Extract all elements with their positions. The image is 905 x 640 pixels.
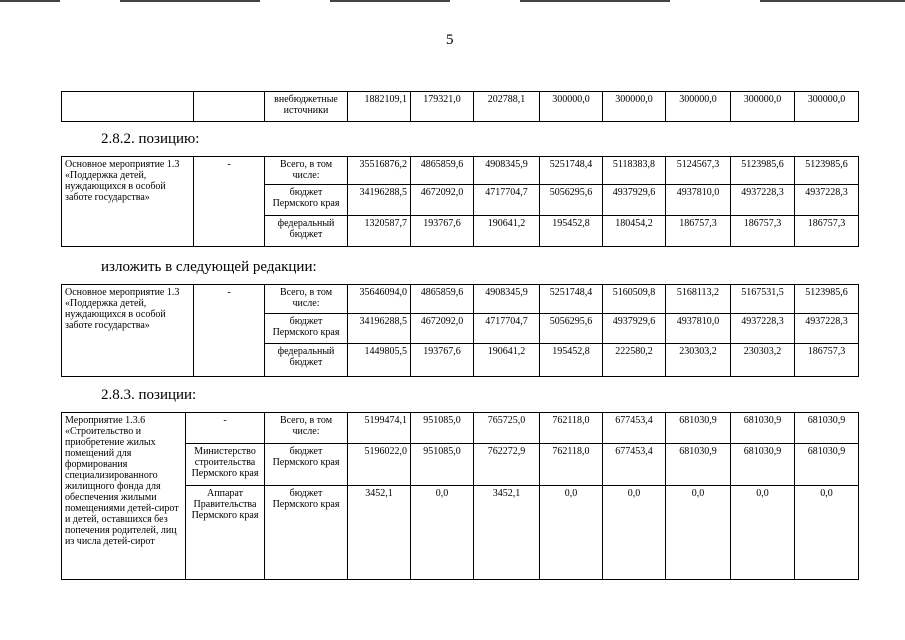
- table-old-version: [61, 156, 859, 247]
- value-cell: 190641,2: [474, 344, 540, 377]
- heading-2-8-3: 2.8.3. позиции:: [101, 387, 197, 403]
- value-cell: 195452,8: [540, 344, 603, 377]
- value-cell: 3452,1: [474, 486, 540, 580]
- value-cell: 4937228,3: [795, 185, 859, 216]
- value-cell: 193767,6: [411, 344, 474, 377]
- source-cell: внебюджетные источники: [265, 92, 348, 122]
- source-cell: бюджет Пермского края: [265, 185, 348, 216]
- value-cell: 5123985,6: [795, 285, 859, 314]
- value-cell: 300000,0: [603, 92, 666, 122]
- value-cell: 5056295,6: [540, 314, 603, 344]
- value-cell: 5160509,8: [603, 285, 666, 314]
- value-cell: 4937810,0: [666, 314, 731, 344]
- empty-cell: [62, 92, 194, 122]
- value-cell: 4937228,3: [795, 314, 859, 344]
- value-cell: 0,0: [411, 486, 474, 580]
- source-cell: федеральный бюджет: [265, 216, 348, 247]
- value-cell: 35516876,2: [348, 157, 411, 185]
- value-cell: 190641,2: [474, 216, 540, 247]
- value-cell: 5123985,6: [795, 157, 859, 185]
- responsible-cell: -: [186, 413, 265, 444]
- value-cell: 681030,9: [731, 413, 795, 444]
- heading-replace: изложить в следующей редакции:: [101, 259, 317, 275]
- value-cell: 300000,0: [540, 92, 603, 122]
- source-cell: федеральный бюджет: [265, 344, 348, 377]
- value-cell: 762118,0: [540, 413, 603, 444]
- value-cell: 681030,9: [666, 413, 731, 444]
- value-cell: 4937929,6: [603, 185, 666, 216]
- value-cell: 5118383,8: [603, 157, 666, 185]
- value-cell: 5168113,2: [666, 285, 731, 314]
- value-cell: 186757,3: [731, 216, 795, 247]
- value-cell: 5251748,4: [540, 285, 603, 314]
- value-cell: 186757,3: [666, 216, 731, 247]
- value-cell: 35646094,0: [348, 285, 411, 314]
- value-cell: 681030,9: [795, 444, 859, 486]
- value-cell: 4865859,6: [411, 157, 474, 185]
- value-cell: 677453,4: [603, 444, 666, 486]
- heading-2-8-2: 2.8.2. позицию:: [101, 131, 200, 147]
- value-cell: 4865859,6: [411, 285, 474, 314]
- value-cell: 5123985,6: [731, 157, 795, 185]
- value-cell: 4937810,0: [666, 185, 731, 216]
- value-cell: 34196288,5: [348, 314, 411, 344]
- scan-top-edge: [0, 0, 905, 2]
- value-cell: 681030,9: [731, 444, 795, 486]
- responsible-cell: Министерство строительства Пермского края: [186, 444, 265, 486]
- responsible-cell: Аппарат Правительства Пермского края: [186, 486, 265, 580]
- value-cell: 1320587,7: [348, 216, 411, 247]
- value-cell: 3452,1: [348, 486, 411, 580]
- empty-cell: [194, 92, 265, 122]
- value-cell: 681030,9: [795, 413, 859, 444]
- value-cell: 179321,0: [411, 92, 474, 122]
- value-cell: 186757,3: [795, 344, 859, 377]
- value-cell: 4717704,7: [474, 314, 540, 344]
- measure-name-cell: Основное мероприятие 1.3 «Поддержка детей, нуждающихся в особой заботе государства»: [62, 157, 194, 247]
- value-cell: 300000,0: [795, 92, 859, 122]
- value-cell: 5056295,6: [540, 185, 603, 216]
- value-cell: 4717704,7: [474, 185, 540, 216]
- value-cell: 222580,2: [603, 344, 666, 377]
- value-cell: 193767,6: [411, 216, 474, 247]
- value-cell: 681030,9: [666, 444, 731, 486]
- table-continuation: [61, 91, 859, 122]
- value-cell: 765725,0: [474, 413, 540, 444]
- table-2-8-3: [61, 412, 859, 580]
- source-cell: Всего, в том числе:: [265, 413, 348, 444]
- value-cell: 34196288,5: [348, 185, 411, 216]
- value-cell: 1449805,5: [348, 344, 411, 377]
- value-cell: 4937929,6: [603, 314, 666, 344]
- source-cell: бюджет Пермского края: [265, 444, 348, 486]
- value-cell: 951085,0: [411, 444, 474, 486]
- source-cell: бюджет Пермского края: [265, 314, 348, 344]
- value-cell: 4908345,9: [474, 285, 540, 314]
- value-cell: 4937228,3: [731, 185, 795, 216]
- value-cell: 1882109,1: [348, 92, 411, 122]
- value-cell: 195452,8: [540, 216, 603, 247]
- value-cell: 230303,2: [666, 344, 731, 377]
- value-cell: 4908345,9: [474, 157, 540, 185]
- value-cell: 0,0: [731, 486, 795, 580]
- value-cell: 5167531,5: [731, 285, 795, 314]
- value-cell: 677453,4: [603, 413, 666, 444]
- value-cell: 4672092,0: [411, 314, 474, 344]
- value-cell: 4937228,3: [731, 314, 795, 344]
- value-cell: 951085,0: [411, 413, 474, 444]
- value-cell: 0,0: [666, 486, 731, 580]
- value-cell: 180454,2: [603, 216, 666, 247]
- source-cell: бюджет Пермского края: [265, 486, 348, 580]
- value-cell: 5196022,0: [348, 444, 411, 486]
- responsible-cell: -: [194, 157, 265, 247]
- value-cell: 300000,0: [731, 92, 795, 122]
- value-cell: 762272,9: [474, 444, 540, 486]
- measure-name-cell: Основное мероприятие 1.3 «Поддержка детей, нуждающихся в особой заботе государства»: [62, 285, 194, 377]
- value-cell: 0,0: [603, 486, 666, 580]
- value-cell: 5199474,1: [348, 413, 411, 444]
- table-new-version: [61, 284, 859, 377]
- value-cell: 0,0: [540, 486, 603, 580]
- value-cell: 5124567,3: [666, 157, 731, 185]
- value-cell: 202788,1: [474, 92, 540, 122]
- value-cell: 4672092,0: [411, 185, 474, 216]
- value-cell: 762118,0: [540, 444, 603, 486]
- value-cell: 5251748,4: [540, 157, 603, 185]
- value-cell: 230303,2: [731, 344, 795, 377]
- page-number: 5: [446, 32, 454, 48]
- source-cell: Всего, в том числе:: [265, 285, 348, 314]
- source-cell: Всего, в том числе:: [265, 157, 348, 185]
- measure-name-cell: Мероприятие 1.3.6 «Строительство и приобретение жилых помещений для формирования специализированного жилищного фонда для обеспечения жилыми помещениями детей-сирот и детей, оставшихся без попечения родителей, лиц из числа детей-сирот: [62, 413, 186, 580]
- value-cell: 300000,0: [666, 92, 731, 122]
- value-cell: 0,0: [795, 486, 859, 580]
- responsible-cell: -: [194, 285, 265, 377]
- value-cell: 186757,3: [795, 216, 859, 247]
